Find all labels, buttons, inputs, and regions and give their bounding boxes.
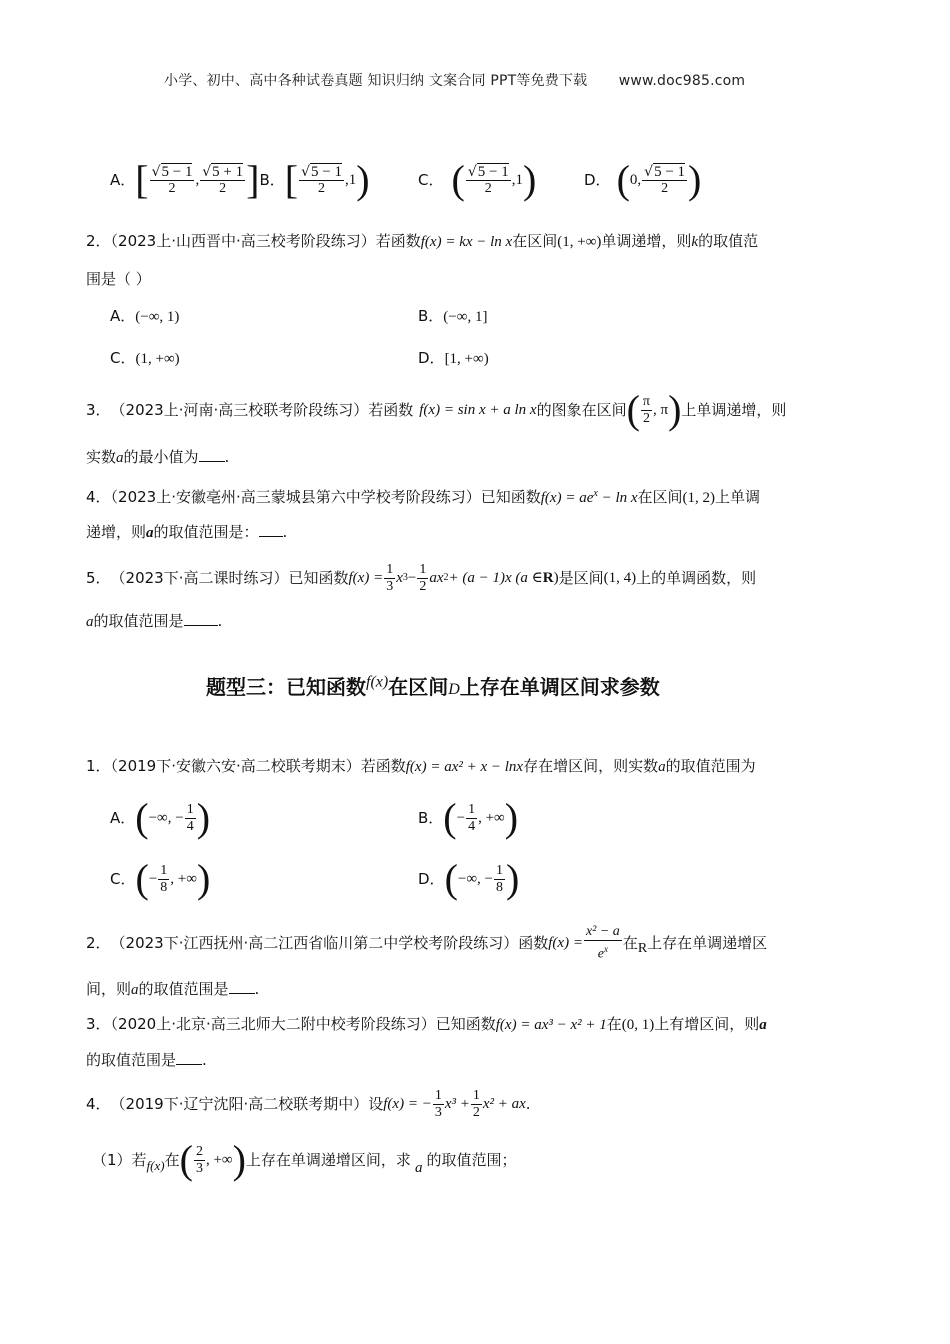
question-5-line2: a的取值范围是 .	[86, 612, 223, 630]
fraction: $\frac{√5 - 1}{2}$	[301, 164, 342, 196]
answer-blank[interactable]	[259, 522, 283, 537]
q2-option-c: C．(1, +∞)	[110, 349, 180, 367]
p1-option-c: C． ( − $\frac{1}{8}$ , +∞ )	[110, 856, 211, 901]
question-4: 4．（2023上·安徽亳州·高三蒙城县第六中学校考阶段练习）已知函数$f(x) = ae^x - \ln x$在区间(1, 2)上单调	[86, 488, 761, 506]
question-5: 5． （2023下·高二课时练习）已知函数 f(x) = $\frac{1}{3}$ x 3 − $\frac{1}{2}$ ax 2 + (a − 1)x (a ∈ R ) 是区间 (1, 4) 上的单调函数，则	[86, 561, 757, 594]
math-expression: f(x) = kx − ln x	[420, 234, 513, 250]
question-2-line2: 围是（ ）	[86, 270, 151, 288]
prev-option-a-label: A．	[110, 171, 136, 189]
q2-option-d: D．[1, +∞)	[418, 349, 489, 367]
question-3: 3． （2023上·河南·高三校联考阶段练习）若函数 f(x) = sin x + a ln x 的图象在区间 ( $\frac{\pi}{2}$ , π ) 上单调递增，则	[86, 387, 787, 432]
type3-question-3-line2: 的取值范围是 .	[86, 1051, 207, 1069]
header-url: www.doc985.com	[618, 73, 746, 89]
prev-option-c-label: C．	[418, 171, 444, 189]
answer-blank[interactable]	[184, 611, 218, 626]
fraction: $\frac{√5 - 1}{2}$	[151, 164, 193, 196]
answer-blank[interactable]	[176, 1050, 202, 1065]
p1-option-a: A． ( −∞, − $\frac{1}{4}$ )	[110, 795, 211, 840]
fraction: $\frac{√5 + 1}{2}$	[202, 164, 244, 196]
p1-option-d: D． ( −∞, − $\frac{1}{8}$ )	[418, 856, 520, 901]
type3-question-3: 3．（2020上·北京·高三北师大二附中校考阶段练习）已知函数f(x) = ax³ − x² + 1在(0, 1)上有增区间，则a	[86, 1015, 767, 1033]
answer-blank[interactable]	[229, 979, 255, 994]
page-header	[164, 70, 745, 90]
question-3-line2: 实数a的最小值为 .	[86, 448, 230, 466]
type3-question-2: 2． （2023下·江西抚州·高二江西省临川第二中学校考阶段练习）函数 f(x) = $\frac{\text{x² − a}}{e^x}$ 在 R 上存在单调递增区	[86, 923, 768, 962]
type3-question-4: 4． （2019下·辽宁沈阳·高二校联考期中）设 f(x) = − $\frac{1}{3}$ x³ + $\frac{1}{2}$ x² + ax .	[86, 1087, 531, 1120]
prev-options: A． [ $\frac{√5 - 1}{2}$ , $\frac{√5 + 1}{2}$ ] B． [ $\frac{√5 - 1}{2}$ , 1 )	[110, 157, 370, 202]
question-4-line2: 递增，则a的取值范围是： .	[86, 523, 288, 541]
prev-option-d: D． ( 0, $\frac{√5 - 1}{2}$ )	[584, 157, 702, 202]
q2-option-a: A．(−∞, 1)	[110, 307, 180, 325]
type3-question-4-part1: （1）若 f(x) 在 ( $\frac{2}{3}$ , +∞ ) 上存在单调递增区间，求 a 的取值范围；	[92, 1137, 517, 1182]
q2-option-b: B．(−∞, 1]	[418, 307, 488, 325]
question-2: 2．（2023上·山西晋中·高三校考阶段练习）若函数f(x) = kx − ln x在区间(1, +∞)单调递增，则k的取值范	[86, 232, 759, 250]
prev-option-d-label: D．	[584, 171, 611, 189]
prev-option-b-label: B．	[259, 171, 285, 189]
answer-blank[interactable]	[199, 447, 225, 462]
type3-question-2-line2: 间，则a的取值范围是 .	[86, 980, 260, 998]
header-text: 小学、初中、高中各种试卷真题 知识归纳 文案合同 PPT等免费下载	[164, 73, 588, 89]
prev-option-c: C． ( $\frac{√5 - 1}{2}$ , 1 )	[418, 157, 537, 202]
section-heading: 题型三：已知函数$^{f(x)}$在区间D上存在单调区间求参数	[206, 673, 660, 699]
type3-question-1: 1．（2019下·安徽六安·高二校联考期末）若函数f(x) = ax² + x − lnx存在增区间，则实数a的取值范围为	[86, 757, 756, 775]
p1-option-b: B． ( − $\frac{1}{4}$ , +∞ )	[418, 795, 519, 840]
